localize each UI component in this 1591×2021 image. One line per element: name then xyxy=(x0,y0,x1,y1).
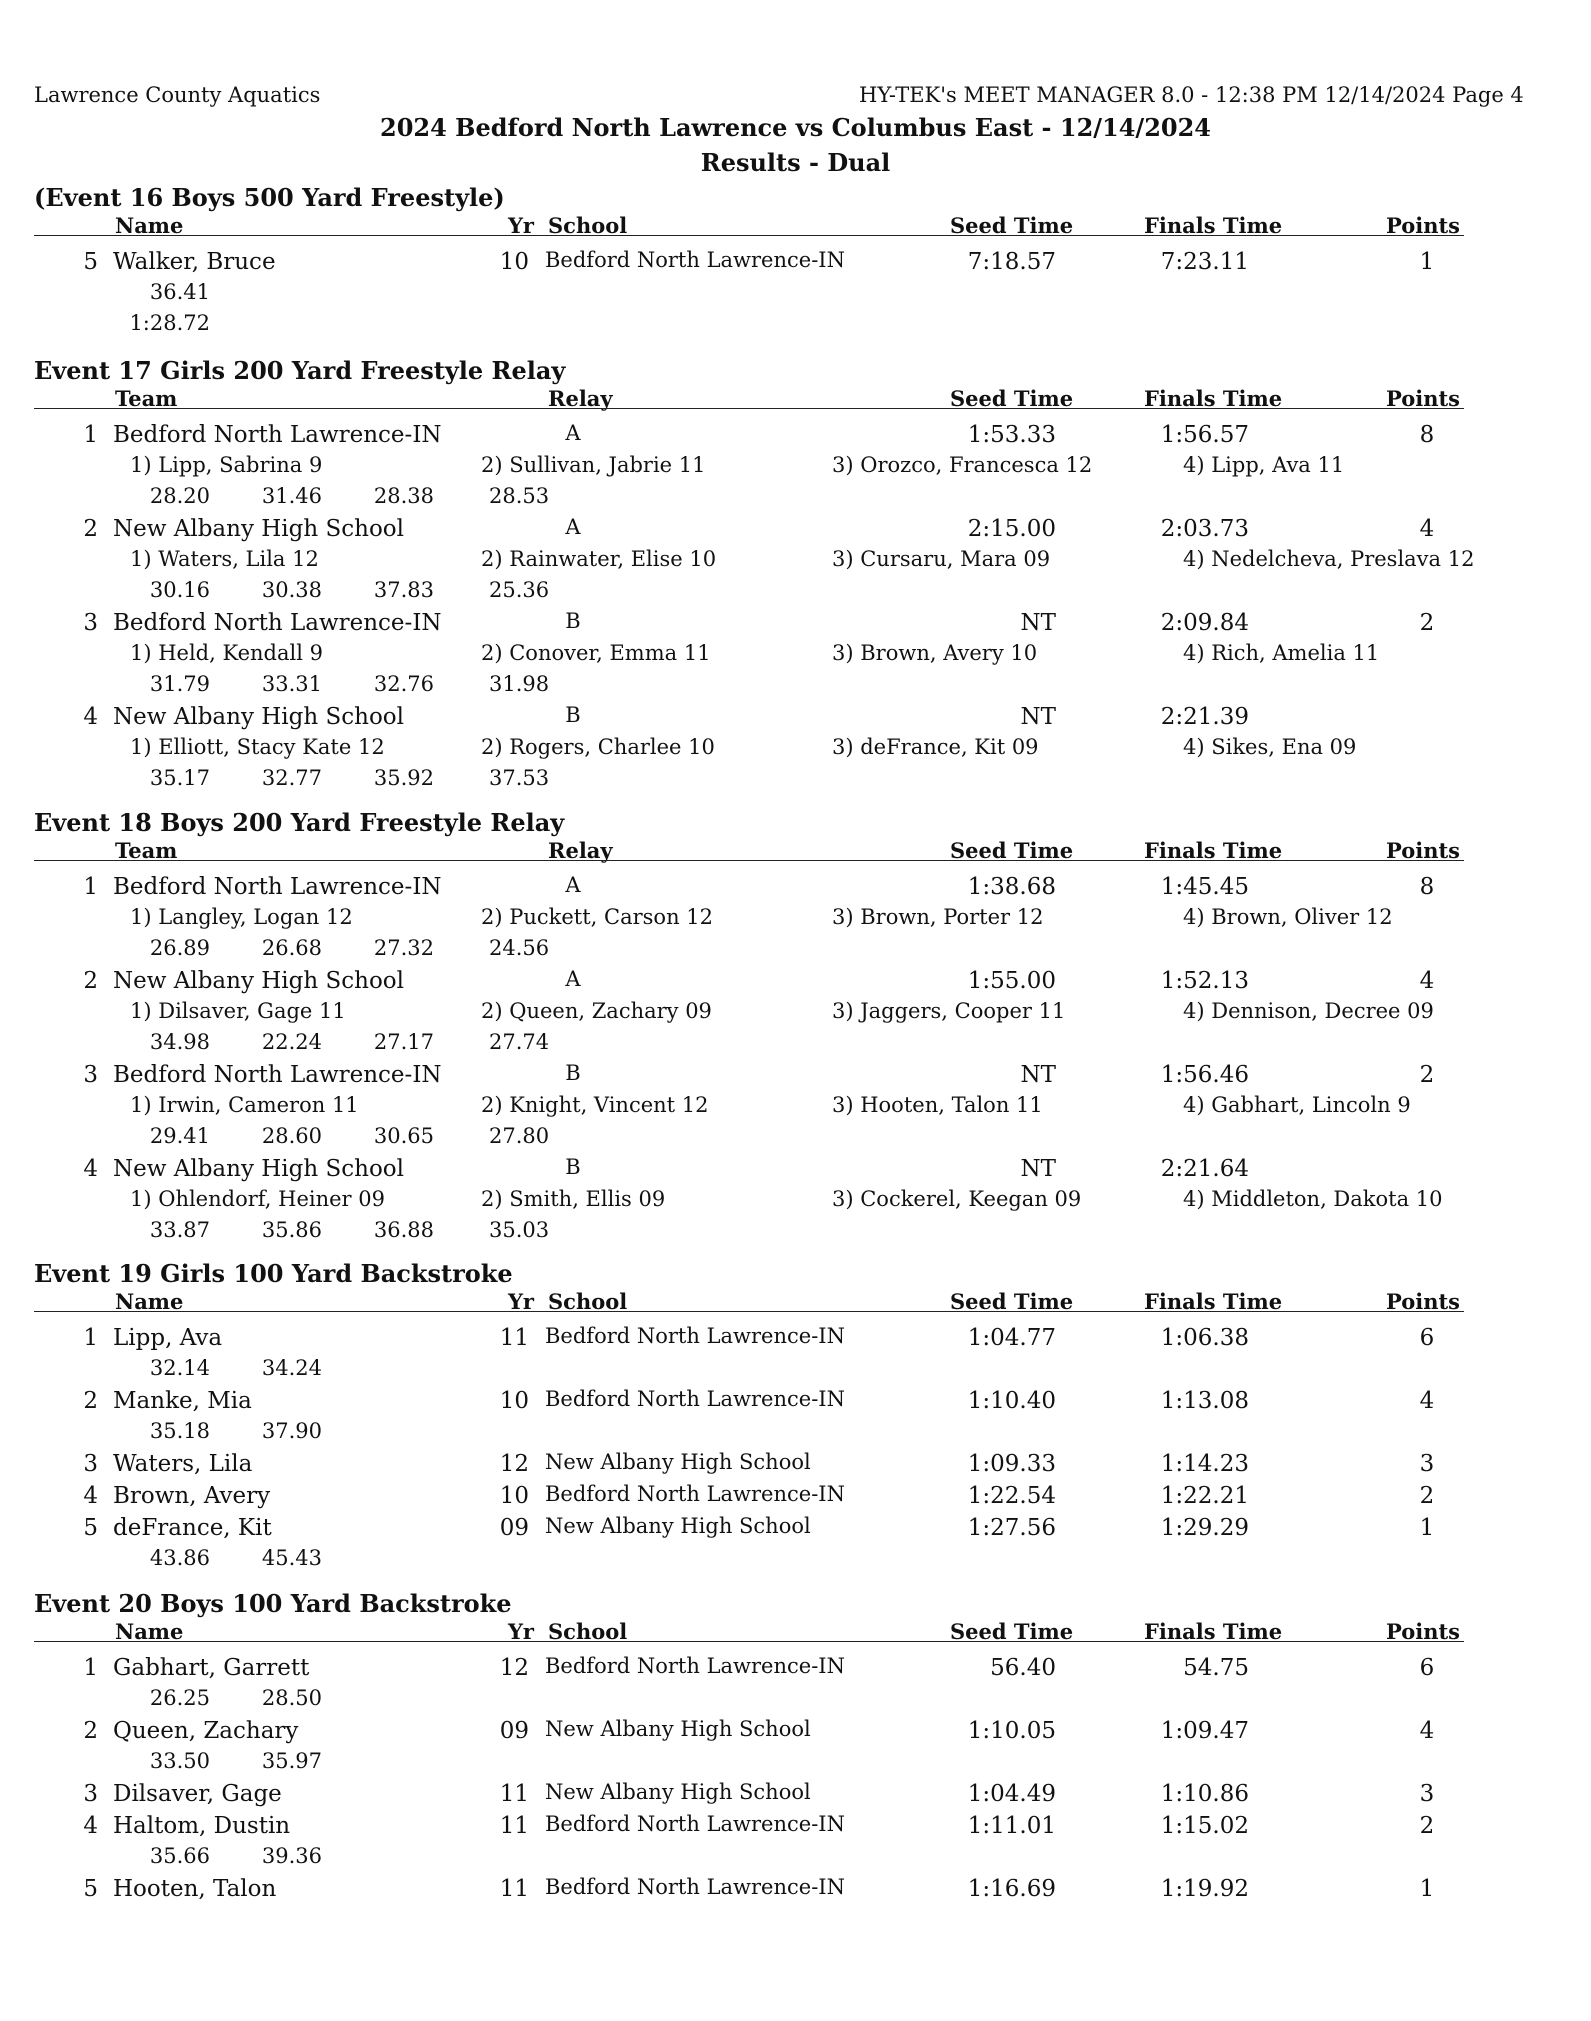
split-time: 43.86 xyxy=(149,1546,210,1570)
place: 1 xyxy=(83,1655,98,1681)
split-time: 1:28.72 xyxy=(129,311,210,335)
seed-time: NT xyxy=(1020,1156,1056,1182)
split-time: 27.74 xyxy=(489,1030,550,1054)
seed-time: 7:18.57 xyxy=(967,249,1056,275)
finals-time: 7:23.11 xyxy=(1160,249,1249,275)
swimmer-year: 10 xyxy=(499,1483,529,1509)
relay-swimmer: 1) Lipp, Sabrina 9 xyxy=(130,453,323,477)
event-title: Event 20 Boys 100 Yard Backstroke xyxy=(34,1589,512,1618)
split-time: 35.97 xyxy=(261,1749,322,1773)
swimmer-year: 11 xyxy=(499,1325,529,1351)
split-time: 32.14 xyxy=(149,1356,210,1380)
column-header-seed-time: Seed Time xyxy=(950,213,1074,238)
split-time: 31.46 xyxy=(261,484,322,508)
team-name: New Albany High School xyxy=(113,516,405,542)
swimmer-name: Walker, Bruce xyxy=(113,249,276,275)
split-time: 30.38 xyxy=(261,578,322,602)
swimmer-name: Brown, Avery xyxy=(113,1483,271,1509)
school-name: New Albany High School xyxy=(545,1514,811,1538)
relay-swimmer: 3) Brown, Porter 12 xyxy=(832,905,1044,929)
column-header-yr: Yr xyxy=(507,213,534,238)
relay-swimmer: 4) Gabhart, Lincoln 9 xyxy=(1183,1093,1411,1117)
school-name: Bedford North Lawrence-IN xyxy=(545,1324,845,1348)
points: 6 xyxy=(1419,1325,1435,1351)
place: 4 xyxy=(83,1813,98,1839)
split-time: 22.24 xyxy=(261,1030,322,1054)
software-timestamp: HY-TEK's MEET MANAGER 8.0 - 12:38 PM 12/14/2024 Page 4 xyxy=(859,83,1524,107)
points: 8 xyxy=(1419,874,1435,900)
relay-swimmer: 2) Knight, Vincent 12 xyxy=(481,1093,709,1117)
column-header-points: Points xyxy=(1385,1289,1460,1314)
relay-swimmer: 2) Puckett, Carson 12 xyxy=(481,905,713,929)
relay-swimmer: 3) Hooten, Talon 11 xyxy=(832,1093,1043,1117)
place: 1 xyxy=(83,1325,98,1351)
points: 4 xyxy=(1419,516,1435,542)
seed-time: 1:10.05 xyxy=(967,1718,1056,1744)
points: 2 xyxy=(1419,1813,1435,1839)
split-time: 26.25 xyxy=(149,1686,210,1710)
relay-letter: A xyxy=(565,421,581,445)
relay-swimmer: 2) Conover, Emma 11 xyxy=(481,641,711,665)
swimmer-year: 12 xyxy=(499,1451,529,1477)
points: 4 xyxy=(1419,1388,1435,1414)
finals-time: 1:10.86 xyxy=(1160,1781,1249,1807)
school-name: Bedford North Lawrence-IN xyxy=(545,1812,845,1836)
school-name: New Albany High School xyxy=(545,1717,811,1741)
relay-swimmer: 1) Irwin, Cameron 11 xyxy=(130,1093,359,1117)
split-time: 36.88 xyxy=(373,1218,434,1242)
finals-time: 1:06.38 xyxy=(1160,1325,1249,1351)
relay-swimmer: 4) Nedelcheva, Preslava 12 xyxy=(1183,547,1475,571)
column-header-relay: Relay xyxy=(548,838,613,863)
split-time: 37.90 xyxy=(261,1419,322,1443)
place: 5 xyxy=(83,1876,98,1902)
seed-time: 1:04.49 xyxy=(967,1781,1056,1807)
column-header-school: School xyxy=(548,1619,628,1644)
finals-time: 1:19.92 xyxy=(1160,1876,1249,1902)
column-header-name: Name xyxy=(115,1619,184,1644)
seed-time: 1:10.40 xyxy=(967,1388,1056,1414)
event-title: Event 19 Girls 100 Yard Backstroke xyxy=(34,1259,513,1288)
points: 4 xyxy=(1419,1718,1435,1744)
split-time: 30.65 xyxy=(373,1124,434,1148)
school-name: Bedford North Lawrence-IN xyxy=(545,1387,845,1411)
relay-swimmer: 3) Cursaru, Mara 09 xyxy=(832,547,1051,571)
swimmer-year: 11 xyxy=(499,1781,529,1807)
event-title: (Event 16 Boys 500 Yard Freestyle) xyxy=(34,183,505,212)
split-time: 35.92 xyxy=(373,766,434,790)
column-header-name: Name xyxy=(115,1289,184,1314)
meet-title: 2024 Bedford North Lawrence vs Columbus East - 12/14/2024 xyxy=(380,113,1211,142)
team-name: New Albany High School xyxy=(113,968,405,994)
place: 2 xyxy=(83,1718,98,1744)
column-header-yr: Yr xyxy=(507,1289,534,1314)
swimmer-year: 09 xyxy=(499,1515,529,1541)
split-time: 33.87 xyxy=(149,1218,210,1242)
column-header-name: Name xyxy=(115,213,184,238)
school-name: New Albany High School xyxy=(545,1450,811,1474)
swimmer-year: 11 xyxy=(499,1876,529,1902)
finals-time: 1:09.47 xyxy=(1160,1718,1249,1744)
place: 4 xyxy=(83,1483,98,1509)
split-time: 31.79 xyxy=(149,672,210,696)
seed-time: NT xyxy=(1020,1062,1056,1088)
split-time: 28.50 xyxy=(261,1686,322,1710)
split-time: 28.60 xyxy=(261,1124,322,1148)
finals-time: 1:14.23 xyxy=(1160,1451,1249,1477)
team-name: Bedford North Lawrence-IN xyxy=(113,610,442,636)
place: 3 xyxy=(83,1062,98,1088)
swimmer-year: 10 xyxy=(499,249,529,275)
school-name: Bedford North Lawrence-IN xyxy=(545,1482,845,1506)
column-header-seed-time: Seed Time xyxy=(950,838,1074,863)
points: 1 xyxy=(1419,249,1435,275)
place: 1 xyxy=(83,874,98,900)
swimmer-name: Gabhart, Garrett xyxy=(113,1655,310,1681)
place: 4 xyxy=(83,704,98,730)
split-time: 39.36 xyxy=(261,1844,322,1868)
column-header-team: Team xyxy=(115,386,178,411)
relay-swimmer: 2) Sullivan, Jabrie 11 xyxy=(481,453,706,477)
relay-swimmer: 1) Held, Kendall 9 xyxy=(130,641,323,665)
column-header-finals-time: Finals Time xyxy=(1144,213,1283,238)
split-time: 27.80 xyxy=(489,1124,550,1148)
column-header-points: Points xyxy=(1385,213,1460,238)
seed-time: 1:38.68 xyxy=(967,874,1056,900)
split-time: 33.31 xyxy=(261,672,322,696)
relay-letter: B xyxy=(565,703,581,727)
split-time: 36.41 xyxy=(149,280,210,304)
team-name: Bedford North Lawrence-IN xyxy=(113,874,442,900)
split-time: 28.38 xyxy=(373,484,434,508)
finals-time: 2:09.84 xyxy=(1160,610,1249,636)
school-name: Bedford North Lawrence-IN xyxy=(545,248,845,272)
split-time: 45.43 xyxy=(261,1546,322,1570)
relay-swimmer: 4) Lipp, Ava 11 xyxy=(1183,453,1345,477)
event-title: Event 18 Boys 200 Yard Freestyle Relay xyxy=(34,808,565,837)
column-header-finals-time: Finals Time xyxy=(1144,386,1283,411)
place: 2 xyxy=(83,1388,98,1414)
team-name: Bedford North Lawrence-IN xyxy=(113,1062,442,1088)
split-time: 27.32 xyxy=(373,936,434,960)
team-name: Bedford North Lawrence-IN xyxy=(113,422,442,448)
split-time: 37.83 xyxy=(373,578,434,602)
finals-time: 1:15.02 xyxy=(1160,1813,1249,1839)
school-name: New Albany High School xyxy=(545,1780,811,1804)
relay-swimmer: 3) Jaggers, Cooper 11 xyxy=(832,999,1066,1023)
column-header-finals-time: Finals Time xyxy=(1144,1619,1283,1644)
points: 8 xyxy=(1419,422,1435,448)
split-time: 34.24 xyxy=(261,1356,322,1380)
points: 6 xyxy=(1419,1655,1435,1681)
finals-time: 2:03.73 xyxy=(1160,516,1249,542)
header-rule xyxy=(34,1641,1464,1642)
finals-time: 1:13.08 xyxy=(1160,1388,1249,1414)
relay-swimmer: 3) Brown, Avery 10 xyxy=(832,641,1038,665)
column-header-points: Points xyxy=(1385,386,1460,411)
seed-time: 1:04.77 xyxy=(967,1325,1056,1351)
relay-swimmer: 3) deFrance, Kit 09 xyxy=(832,735,1039,759)
finals-time: 1:56.57 xyxy=(1160,422,1249,448)
points: 2 xyxy=(1419,610,1435,636)
column-header-seed-time: Seed Time xyxy=(950,1619,1074,1644)
split-time: 32.76 xyxy=(373,672,434,696)
place: 3 xyxy=(83,1781,98,1807)
relay-swimmer: 4) Dennison, Decree 09 xyxy=(1183,999,1434,1023)
seed-time: NT xyxy=(1020,610,1056,636)
relay-swimmer: 1) Langley, Logan 12 xyxy=(130,905,353,929)
column-header-school: School xyxy=(548,213,628,238)
split-time: 26.68 xyxy=(261,936,322,960)
swimmer-year: 11 xyxy=(499,1813,529,1839)
swimmer-name: Hooten, Talon xyxy=(113,1876,277,1902)
header-rule xyxy=(34,860,1464,861)
relay-swimmer: 4) Middleton, Dakota 10 xyxy=(1183,1187,1443,1211)
split-time: 28.20 xyxy=(149,484,210,508)
seed-time: 1:27.56 xyxy=(967,1515,1056,1541)
relay-swimmer: 4) Rich, Amelia 11 xyxy=(1183,641,1380,665)
column-header-relay: Relay xyxy=(548,386,613,411)
column-header-seed-time: Seed Time xyxy=(950,1289,1074,1314)
finals-time: 1:29.29 xyxy=(1160,1515,1249,1541)
points: 2 xyxy=(1419,1483,1435,1509)
place: 4 xyxy=(83,1156,98,1182)
points: 1 xyxy=(1419,1876,1435,1902)
column-header-yr: Yr xyxy=(507,1619,534,1644)
finals-time: 1:22.21 xyxy=(1160,1483,1249,1509)
relay-swimmer: 2) Rainwater, Elise 10 xyxy=(481,547,717,571)
relay-swimmer: 2) Queen, Zachary 09 xyxy=(481,999,712,1023)
relay-swimmer: 1) Dilsaver, Gage 11 xyxy=(130,999,346,1023)
split-time: 29.41 xyxy=(149,1124,210,1148)
relay-swimmer: 1) Ohlendorf, Heiner 09 xyxy=(130,1187,385,1211)
split-time: 26.89 xyxy=(149,936,210,960)
points: 4 xyxy=(1419,968,1435,994)
header-rule xyxy=(34,235,1464,236)
swimmer-year: 10 xyxy=(499,1388,529,1414)
place: 3 xyxy=(83,1451,98,1477)
header-rule xyxy=(34,1311,1464,1312)
relay-letter: A xyxy=(565,967,581,991)
column-header-seed-time: Seed Time xyxy=(950,386,1074,411)
split-time: 37.53 xyxy=(489,766,550,790)
seed-time: NT xyxy=(1020,704,1056,730)
swimmer-name: Waters, Lila xyxy=(113,1451,253,1477)
relay-letter: A xyxy=(565,873,581,897)
column-header-team: Team xyxy=(115,838,178,863)
team-name: New Albany High School xyxy=(113,704,405,730)
column-header-finals-time: Finals Time xyxy=(1144,1289,1283,1314)
split-time: 32.77 xyxy=(261,766,322,790)
swimmer-name: Manke, Mia xyxy=(113,1388,252,1414)
points: 3 xyxy=(1419,1451,1435,1477)
place: 3 xyxy=(83,610,98,636)
finals-time: 2:21.39 xyxy=(1160,704,1249,730)
split-time: 35.03 xyxy=(489,1218,550,1242)
finals-time: 1:56.46 xyxy=(1160,1062,1249,1088)
split-time: 31.98 xyxy=(489,672,550,696)
seed-time: 1:22.54 xyxy=(967,1483,1056,1509)
relay-swimmer: 1) Waters, Lila 12 xyxy=(130,547,319,571)
seed-time: 2:15.00 xyxy=(967,516,1056,542)
column-header-finals-time: Finals Time xyxy=(1144,838,1283,863)
swimmer-name: Dilsaver, Gage xyxy=(113,1781,282,1807)
split-time: 35.86 xyxy=(261,1218,322,1242)
column-header-school: School xyxy=(548,1289,628,1314)
seed-time: 56.40 xyxy=(990,1655,1056,1681)
swimmer-name: Lipp, Ava xyxy=(113,1325,223,1351)
school-name: Bedford North Lawrence-IN xyxy=(545,1875,845,1899)
relay-letter: A xyxy=(565,515,581,539)
relay-letter: B xyxy=(565,1061,581,1085)
relay-letter: B xyxy=(565,1155,581,1179)
relay-swimmer: 3) Orozco, Francesca 12 xyxy=(832,453,1093,477)
relay-swimmer: 1) Elliott, Stacy Kate 12 xyxy=(130,735,385,759)
seed-time: 1:16.69 xyxy=(967,1876,1056,1902)
header-rule xyxy=(34,408,1464,409)
school-name: Bedford North Lawrence-IN xyxy=(545,1654,845,1678)
split-time: 35.66 xyxy=(149,1844,210,1868)
split-time: 34.98 xyxy=(149,1030,210,1054)
split-time: 25.36 xyxy=(489,578,550,602)
seed-time: 1:55.00 xyxy=(967,968,1056,994)
column-header-points: Points xyxy=(1385,838,1460,863)
relay-swimmer: 2) Smith, Ellis 09 xyxy=(481,1187,666,1211)
finals-time: 54.75 xyxy=(1183,1655,1249,1681)
team-name: New Albany High School xyxy=(113,1156,405,1182)
split-time: 33.50 xyxy=(149,1749,210,1773)
seed-time: 1:53.33 xyxy=(967,422,1056,448)
event-title: Event 17 Girls 200 Yard Freestyle Relay xyxy=(34,356,566,385)
split-time: 27.17 xyxy=(373,1030,434,1054)
place: 1 xyxy=(83,422,98,448)
points: 2 xyxy=(1419,1062,1435,1088)
swimmer-year: 09 xyxy=(499,1718,529,1744)
place: 5 xyxy=(83,1515,98,1541)
split-time: 35.18 xyxy=(149,1419,210,1443)
place: 2 xyxy=(83,516,98,542)
seed-time: 1:11.01 xyxy=(967,1813,1056,1839)
finals-time: 1:52.13 xyxy=(1160,968,1249,994)
swimmer-name: Haltom, Dustin xyxy=(113,1813,291,1839)
swimmer-name: Queen, Zachary xyxy=(113,1718,299,1744)
points: 3 xyxy=(1419,1781,1435,1807)
seed-time: 1:09.33 xyxy=(967,1451,1056,1477)
relay-swimmer: 3) Cockerel, Keegan 09 xyxy=(832,1187,1082,1211)
finals-time: 1:45.45 xyxy=(1160,874,1249,900)
split-time: 35.17 xyxy=(149,766,210,790)
swimmer-name: deFrance, Kit xyxy=(113,1515,272,1541)
points: 1 xyxy=(1419,1515,1435,1541)
relay-letter: B xyxy=(565,609,581,633)
finals-time: 2:21.64 xyxy=(1160,1156,1249,1182)
split-time: 30.16 xyxy=(149,578,210,602)
split-time: 24.56 xyxy=(489,936,550,960)
place: 2 xyxy=(83,968,98,994)
swimmer-year: 12 xyxy=(499,1655,529,1681)
column-header-points: Points xyxy=(1385,1619,1460,1644)
split-time: 28.53 xyxy=(489,484,550,508)
organization-name: Lawrence County Aquatics xyxy=(34,83,321,107)
relay-swimmer: 4) Sikes, Ena 09 xyxy=(1183,735,1357,759)
results-title: Results - Dual xyxy=(700,148,891,177)
place: 5 xyxy=(83,249,98,275)
relay-swimmer: 4) Brown, Oliver 12 xyxy=(1183,905,1393,929)
relay-swimmer: 2) Rogers, Charlee 10 xyxy=(481,735,715,759)
